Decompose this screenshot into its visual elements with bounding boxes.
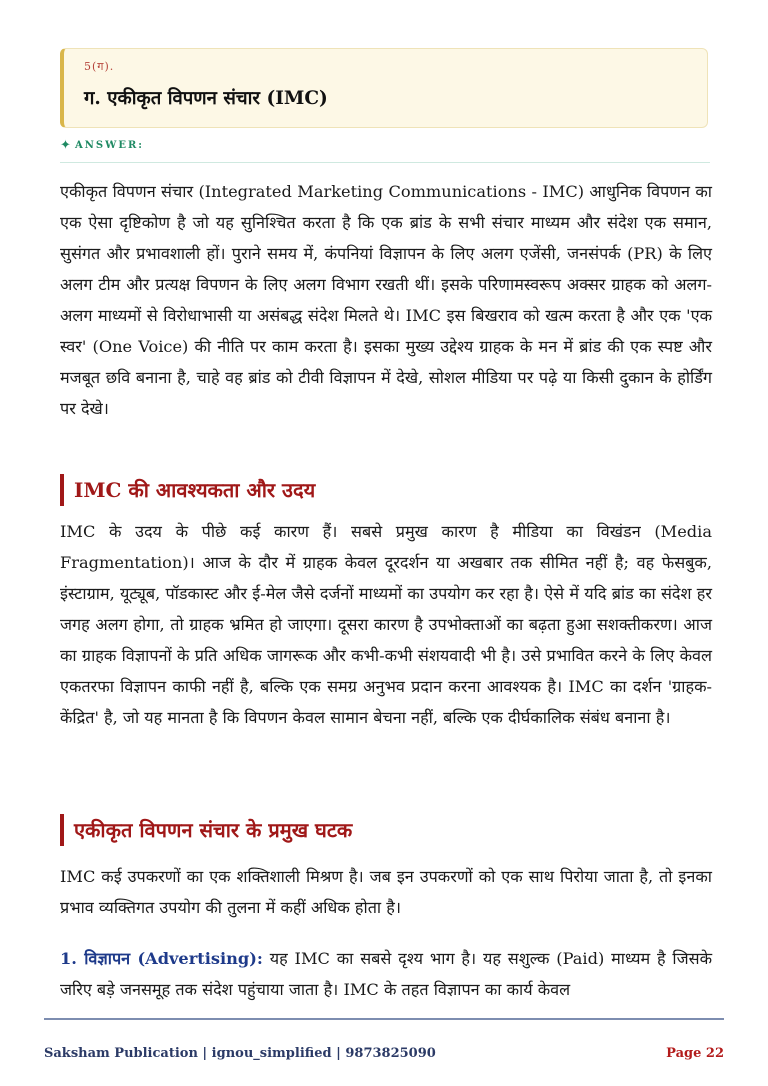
footer-publisher: Saksham Publication | ignou_simplified | 9873825090 (44, 1046, 436, 1061)
page-number: Page 22 (666, 1046, 724, 1061)
answer-label: ANSWER: (75, 140, 144, 151)
question-box (60, 48, 708, 128)
question-title: ग. एकीकृत विपणन संचार (IMC) (84, 88, 328, 109)
advertising-term: 1. विज्ञापन (Advertising): (60, 949, 263, 968)
components-paragraph: IMC कई उपकरणों का एक शक्तिशाली मिश्रण है। जब इन उपकरणों को एक साथ पिरोया जाता है, तो इनका प्रभाव व्यक्तिगत उपयोग की तुलना में कहीं अधिक होता है। (60, 867, 712, 917)
intro-paragraph: एकीकृत विपणन संचार (Integrated Marketing Communications - IMC) आधुनिक विपणन का एक ऐसा दृष्टिकोण है जो यह सुनिश्चित करता है कि एक ब्रांड के सभी संचार माध्यम और संदेश एक समान, सुसंगत और प्रभावशाली हों। पुराने समय में, कंपनियां विज्ञापन के लिए अलग एजेंसी, जनसंपर्क (PR) के लिए अलग टीम और प्रत्यक्ष विपणन के लिए अलग विभाग रखती थीं। इसके परिणामस्वरूप अक्सर ग्राहक को अलग-अलग माध्यमों से विरोधाभासी या असंबद्ध संदेश मिलते थे। IMC इस बिखराव को खत्म करता है और एक 'एक स्वर' (One Voice) की नीति पर काम करता है। इसका मुख्य उद्देश्य ग्राहक के मन में ब्रांड की एक स्पष्ट और मजबूत छवि बनाना है, चाहे वह ब्रांड को टीवी विज्ञापन में देखे, सोशल मीडिया पर पढ़े या किसी दुकान के होर्डिंग पर देखे। (60, 182, 712, 418)
advertising-text: यह IMC का सबसे दृश्य भाग है। यह सशुल्क (Paid) माध्यम है जिसके जरिए बड़े जनसमूह तक संदेश पहुंचाया जाता है। IMC के तहत विज्ञापन का कार्य केवल (60, 949, 712, 999)
need-paragraph: IMC के उदय के पीछे कई कारण हैं। सबसे प्रमुख कारण है मीडिया का विखंडन (Media Fragmentation)। आज के दौर में ग्राहक केवल दूरदर्शन या अखबार तक सीमित नहीं है; वह फेसबुक, इंस्टाग्राम, यूट्यूब, पॉडकास्ट और ई-मेल जैसे दर्जनों माध्यमों का उपयोग कर रहा है। ऐसे में यदि ब्रांड का संदेश हर जगह अलग होगा, तो ग्राहक भ्रमित हो जाएगा। दूसरा कारण है उपभोक्ताओं का बढ़ता हुआ सशक्तीकरण। आज का ग्राहक विज्ञापनों के प्रति अधिक जागरूक और कभी-कभी संशयवादी भी है। उसे प्रभावित करने के लिए केवल एकतरफा विज्ञापन काफी नहीं है, बल्कि एक समग्र अनुभव प्रदान करना आवश्यक है। IMC का दर्शन 'ग्राहक-केंद्रित' है, जो यह मानता है कि विपणन केवल सामान बेचना नहीं, बल्कि एक दीर्घकालिक संबंध बनाना है। (60, 522, 712, 727)
footer-divider (44, 1018, 724, 1020)
section-heading-need: IMC की आवश्यकता और उदय (60, 474, 700, 506)
sparkle-icon: ✦ (60, 138, 71, 153)
answer-header (60, 138, 710, 163)
advertising-paragraph (60, 943, 712, 1005)
question-number: 5(ग). (84, 60, 115, 73)
section-heading-components: एकीकृत विपणन संचार के प्रमुख घटक (60, 814, 700, 846)
